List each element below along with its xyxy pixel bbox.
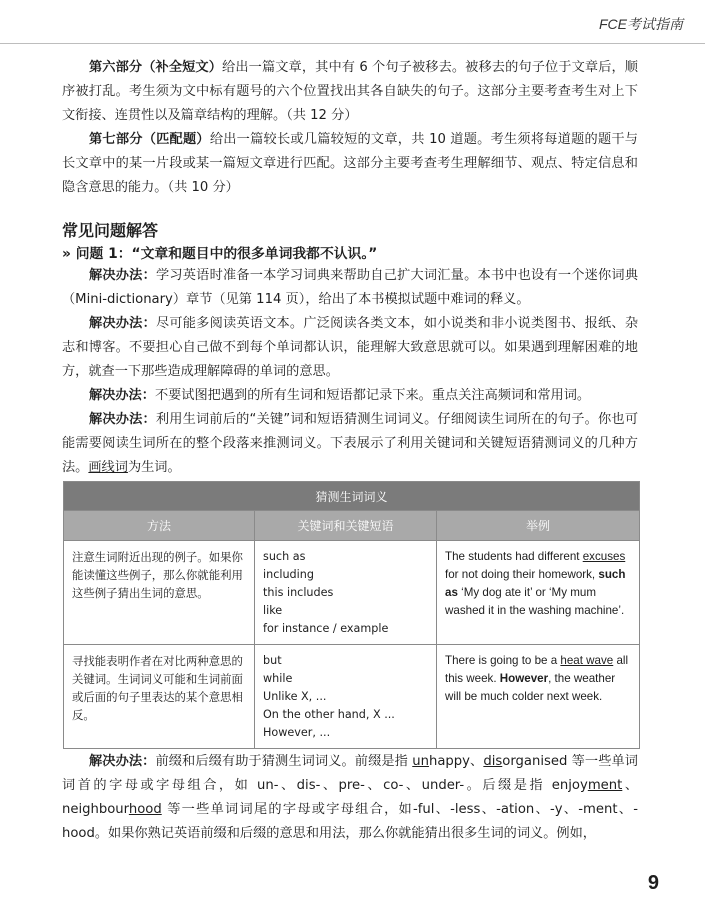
example-text: There is going to be a: [445, 654, 561, 667]
column-header-keywords: 关键词和关键短语: [255, 511, 437, 541]
solution-lead: 解决办法：: [89, 316, 156, 331]
underlined-term: 画线词: [88, 460, 128, 475]
prefix-underline: un: [412, 754, 429, 769]
running-header: FCE考试指南: [599, 16, 683, 32]
table-row: [64, 541, 640, 645]
keyword: However, ...: [263, 726, 331, 739]
example-cell: [437, 541, 640, 645]
solution-3: [62, 384, 638, 408]
solution-2: [62, 312, 638, 384]
page-number: 9: [647, 872, 659, 894]
example-text: all this week.: [445, 654, 629, 685]
guess-meaning-table: [63, 481, 640, 749]
header-divider: [0, 43, 705, 44]
column-header-example: 举例: [437, 511, 640, 541]
keywords-cell: [255, 541, 437, 645]
solution-text: 尽可能多阅读英语文本。广泛阅读各类文本，如小说类和非小说类图书、报纸、杂志和博客。不要担心自己做不到每个单词都认识，能理解大致意思就可以。如果遇到理解困难的地方，就查一下那些造成理解障碍的单词的意思。: [62, 316, 639, 379]
keyword: On the other hand, X ...: [263, 708, 395, 721]
example-keyword: However: [499, 672, 549, 685]
example-text: ‘My dog ate it’ or ‘My mum washed it in the washing machine’.: [445, 586, 625, 617]
example-new-word: heat wave: [560, 654, 614, 667]
keyword: but: [263, 654, 282, 667]
solution-text: organised 等一些单词词首的字母或字母组合，如 un-、dis-、pre-、co-、under-。后缀是指 enjoy: [62, 754, 638, 793]
keyword: Unlike X, ...: [263, 690, 327, 703]
example-keyword: such as: [445, 568, 626, 599]
question-marker: »: [62, 246, 71, 262]
prefix-underline: dis: [483, 754, 503, 769]
solution-tail: 为生词。: [127, 460, 181, 475]
solution-lead: 解决办法：: [89, 388, 155, 403]
example-cell: [437, 645, 640, 749]
example-new-word: excuses: [582, 550, 626, 563]
part6-paragraph: [62, 56, 638, 128]
example-text: for not doing their homework,: [445, 568, 599, 581]
solution-lead: 解决办法：: [89, 412, 156, 427]
part7-text: 给出一篇较长或几篇较短的文章，共 10 道题。考生须将每道题的题干与长文章中的某一片段或某一篇短文章进行匹配。这部分主要考查考生理解细节、观点、特定信息和隐含意思的能力。（共 10 分）: [62, 132, 638, 195]
solution-text: 不要试图把遇到的所有生词和短语都记录下来。重点关注高频词和常用词。: [154, 388, 591, 403]
keyword: while: [263, 672, 293, 685]
suffix-underline: ment: [587, 778, 623, 793]
solution-5: [62, 750, 638, 846]
table-row: [64, 645, 640, 749]
solution-text: 、neighbour: [62, 778, 639, 817]
question-1: [62, 242, 377, 262]
part7-lead: 第七部分（匹配题）: [89, 132, 210, 147]
solution-text: 等一些单词词尾的字母或字母组合，如-ful、-less、-ation、-y、-ment、-hood。如果你熟记英语前缀和后缀的意思和用法，那么你就能猜出很多生词的词义。例如，: [62, 802, 638, 841]
suffix-underline: hood: [128, 802, 162, 817]
part7-paragraph: [62, 128, 638, 200]
keyword: like: [263, 604, 283, 617]
column-header-method: 方法: [64, 511, 255, 541]
keyword: for instance / example: [263, 622, 389, 635]
table-title: 猜测生词词义: [64, 482, 640, 511]
example-text: , the weather will be much colder next week.: [445, 672, 616, 703]
question-text: 问题 1：“文章和题目中的很多单词我都不认识。”: [75, 246, 378, 262]
keyword: this includes: [263, 586, 334, 599]
keywords-cell: [255, 645, 437, 749]
solution-lead: 解决办法：: [89, 754, 156, 769]
example-text: The students had different: [445, 550, 583, 563]
method-cell: 注意生词附近出现的例子。如果你能读懂这些例子，那么你就能利用这些例子猜出生词的意思。: [64, 541, 255, 645]
keyword: including: [263, 568, 314, 581]
solution-text: 前缀和后缀有助于猜测生词词义。前缀是指: [155, 754, 413, 769]
solution-1: [62, 264, 638, 312]
part6-text: 给出一篇文章，其中有 6 个句子被移去。被移去的句子位于文章后，顺序被打乱。考生须为文中标有题号的六个位置找出其各自缺失的句子。这部分主要考查考生对上下文衔接、连贯性以及篇章结构的理解。（共 12 分）: [62, 60, 638, 123]
keyword: such as: [263, 550, 306, 563]
method-cell: 寻找能表明作者在对比两种意思的关键词。生词词义可能和生词前面或后面的句子里表达的某个意思相反。: [64, 645, 255, 749]
faq-heading: 常见问题解答: [62, 221, 159, 240]
solution-4: [62, 408, 638, 480]
solution-text: 学习英语时准备一本学习词典来帮助自己扩大词汇量。本书中也设有一个迷你词典（Mini-dictionary）章节（见第 114 页），给出了本书模拟试题中难词的释义。: [62, 268, 639, 307]
solution-text: happy、: [428, 754, 484, 769]
part6-lead: 第六部分（补全短文）: [89, 60, 223, 75]
solution-lead: 解决办法：: [89, 268, 156, 283]
solution-text: 利用生词前后的“关键”词和短语猜测生词词义。仔细阅读生词所在的句子。你也可能需要阅读生词所在的整个段落来推测词义。下表展示了利用关键词和关键短语猜测词义的几种方法。: [62, 412, 639, 475]
